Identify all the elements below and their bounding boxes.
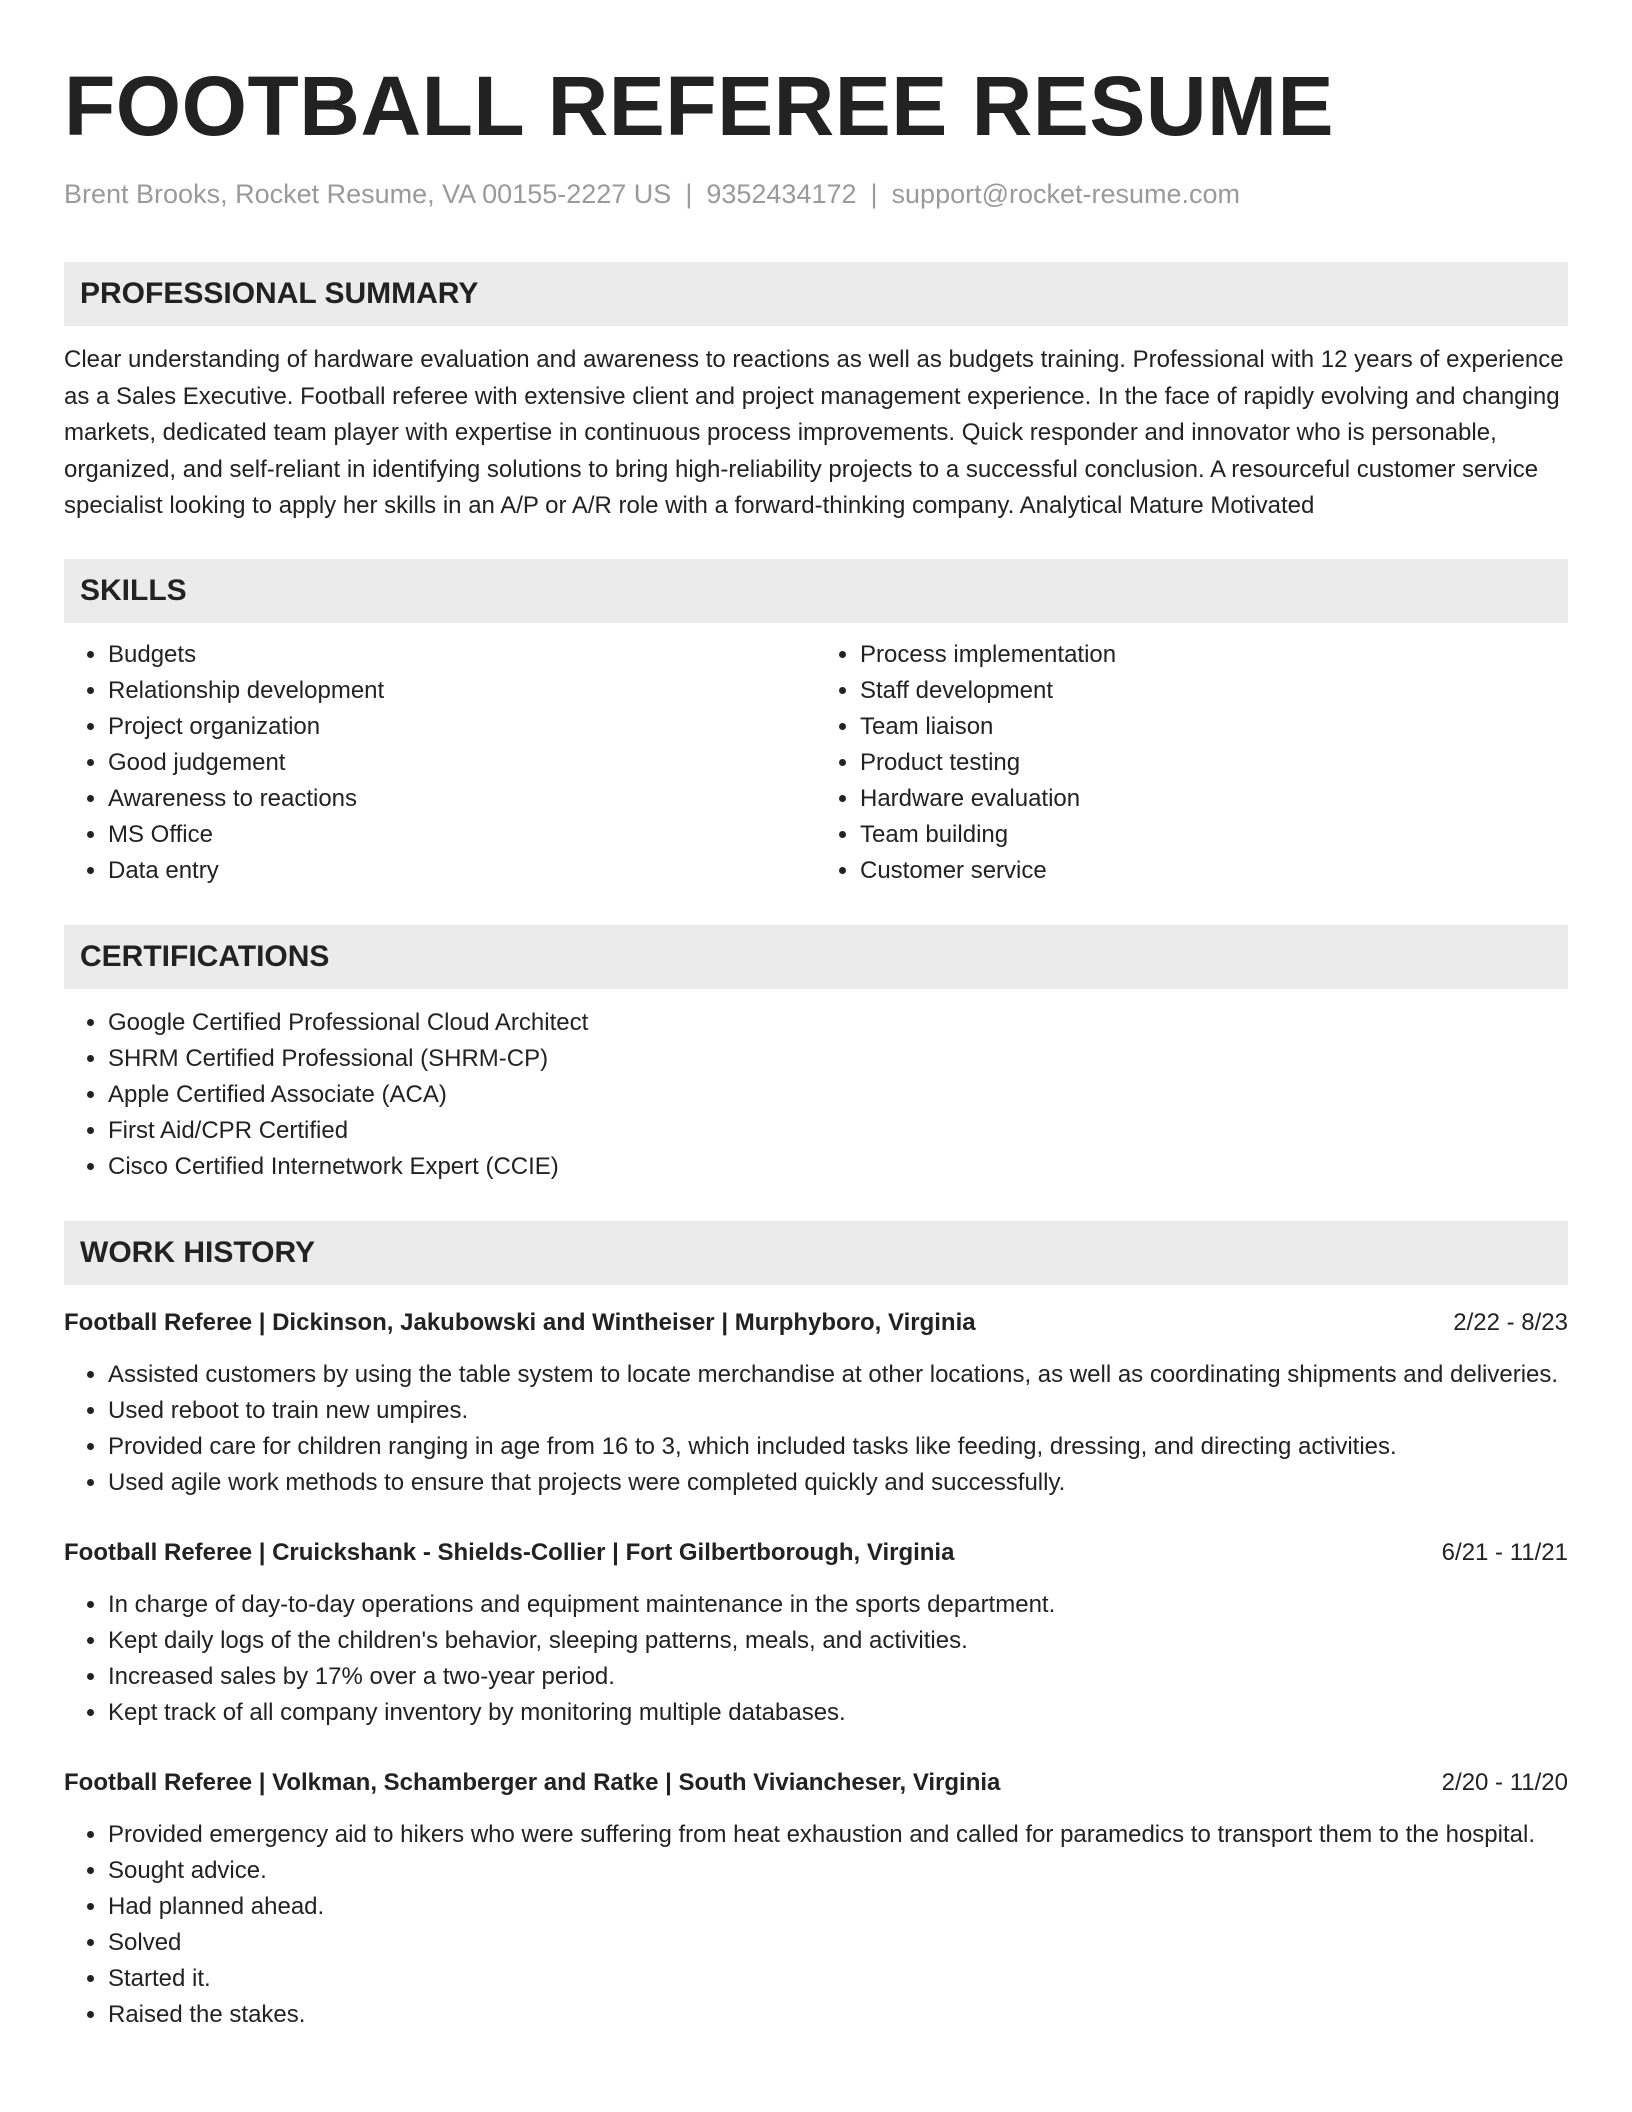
contact-separator: | (870, 179, 878, 209)
certification-item: • Cisco Certified Internetwork Expert (CCIE) (108, 1149, 1568, 1185)
certification-item: • SHRM Certified Professional (SHRM-CP) (108, 1041, 1568, 1077)
job-bullet: • Provided emergency aid to hikers who were suffering from heat exhaustion and called for paramedics to transport them to the hospital. (108, 1817, 1568, 1853)
skill-item: • Staff development (860, 673, 1568, 709)
section-header-certifications: CERTIFICATIONS (64, 925, 1568, 989)
skill-item: • Hardware evaluation (860, 781, 1568, 817)
job-bullet: • Assisted customers by using the table system to locate merchandise at other locations, as well as coordinating shipments and deliveries. (108, 1357, 1568, 1393)
skill-item: • Relationship development (108, 673, 816, 709)
skills-list-right (816, 637, 1568, 889)
skill-item: • Project organization (108, 709, 816, 745)
skill-item: • Customer service (860, 853, 1568, 889)
job-header (64, 1765, 1568, 1801)
skill-item: • Good judgement (108, 745, 816, 781)
skills-list-left (64, 637, 816, 889)
summary-text: Clear understanding of hardware evaluation and awareness to reactions as well as budgets training. Professional with 12 years of experience as a Sales Executive. Football referee with extensive client and project management experience. In the face of rapidly evolving and changing markets, dedicated team player with expertise in continuous process improvements. Quick responder and innovator who is personable, organized, and self-reliant in identifying solutions to bring high-reliability projects to a successful conclusion. A resourceful customer service specialist looking to apply her skills in an A/P or A/R role with a forward-thinking company. Analytical Mature Motivated (64, 346, 1564, 519)
job-dates: 6/21 - 11/21 (1441, 1538, 1568, 1566)
job-dates: 2/22 - 8/23 (1453, 1308, 1568, 1336)
certifications-body (64, 1005, 1568, 1185)
skill-item: • MS Office (108, 817, 816, 853)
section-header-skills: SKILLS (64, 559, 1568, 623)
skill-item: • Awareness to reactions (108, 781, 816, 817)
work-history-list (64, 1305, 1568, 2033)
job-bullet: • Started it. (108, 1961, 1568, 1997)
job-bullet: • Had planned ahead. (108, 1889, 1568, 1925)
job-bullets (64, 1357, 1568, 1501)
skill-item: • Process implementation (860, 637, 1568, 673)
skill-item: • Team liaison (860, 709, 1568, 745)
certification-item: • Google Certified Professional Cloud Architect (108, 1005, 1568, 1041)
job-entry (64, 1535, 1568, 1731)
job-dates: 2/20 - 11/20 (1441, 1768, 1568, 1796)
resume-title: FOOTBALL REFEREE RESUME (64, 59, 1335, 153)
job-bullet: • Used agile work methods to ensure that projects were completed quickly and successfully. (108, 1465, 1568, 1501)
section-header-summary: PROFESSIONAL SUMMARY (64, 262, 1568, 326)
job-entry (64, 1765, 1568, 2033)
skills-grid (64, 637, 1568, 889)
contact-phone: 9352434172 (706, 179, 857, 209)
job-title: Football Referee | Dickinson, Jakubowski and Wintheiser | Murphyboro, Virginia (64, 1308, 976, 1336)
job-bullet: • Provided care for children ranging in age from 16 to 3, which included tasks like feeding, dressing, and directing activities. (108, 1429, 1568, 1465)
job-bullet: • Kept daily logs of the children's behavior, sleeping patterns, meals, and activities. (108, 1623, 1568, 1659)
job-bullet: • In charge of day-to-day operations and equipment maintenance in the sports department. (108, 1587, 1568, 1623)
job-bullet: • Solved (108, 1925, 1568, 1961)
job-entry (64, 1305, 1568, 1501)
job-title: Football Referee | Volkman, Schamberger and Ratke | South Viviancheser, Virginia (64, 1768, 1001, 1796)
skill-item: • Product testing (860, 745, 1568, 781)
job-header (64, 1305, 1568, 1341)
job-bullet: • Kept track of all company inventory by monitoring multiple databases. (108, 1695, 1568, 1731)
job-bullet: • Used reboot to train new umpires. (108, 1393, 1568, 1429)
job-bullets (64, 1587, 1568, 1731)
contact-address: Brent Brooks, Rocket Resume, VA 00155-2227 US (64, 179, 672, 209)
contact-separator: | (685, 179, 693, 209)
job-bullet: • Raised the stakes. (108, 1997, 1568, 2033)
contact-line (64, 176, 1568, 212)
contact-email[interactable]: support@rocket-resume.com (891, 179, 1241, 209)
section-header-work-history: WORK HISTORY (64, 1221, 1568, 1285)
job-bullet: • Increased sales by 17% over a two-year period. (108, 1659, 1568, 1695)
certification-item: • First Aid/CPR Certified (108, 1113, 1568, 1149)
skill-item: • Budgets (108, 637, 816, 673)
skill-item: • Team building (860, 817, 1568, 853)
job-header (64, 1535, 1568, 1571)
certification-item: • Apple Certified Associate (ACA) (108, 1077, 1568, 1113)
summary-body (64, 342, 1568, 525)
certifications-list (64, 1005, 1568, 1185)
skill-item: • Data entry (108, 853, 816, 889)
job-bullets (64, 1817, 1568, 2033)
job-title: Football Referee | Cruickshank - Shields-Collier | Fort Gilbertborough, Virginia (64, 1538, 955, 1566)
job-bullet: • Sought advice. (108, 1853, 1568, 1889)
